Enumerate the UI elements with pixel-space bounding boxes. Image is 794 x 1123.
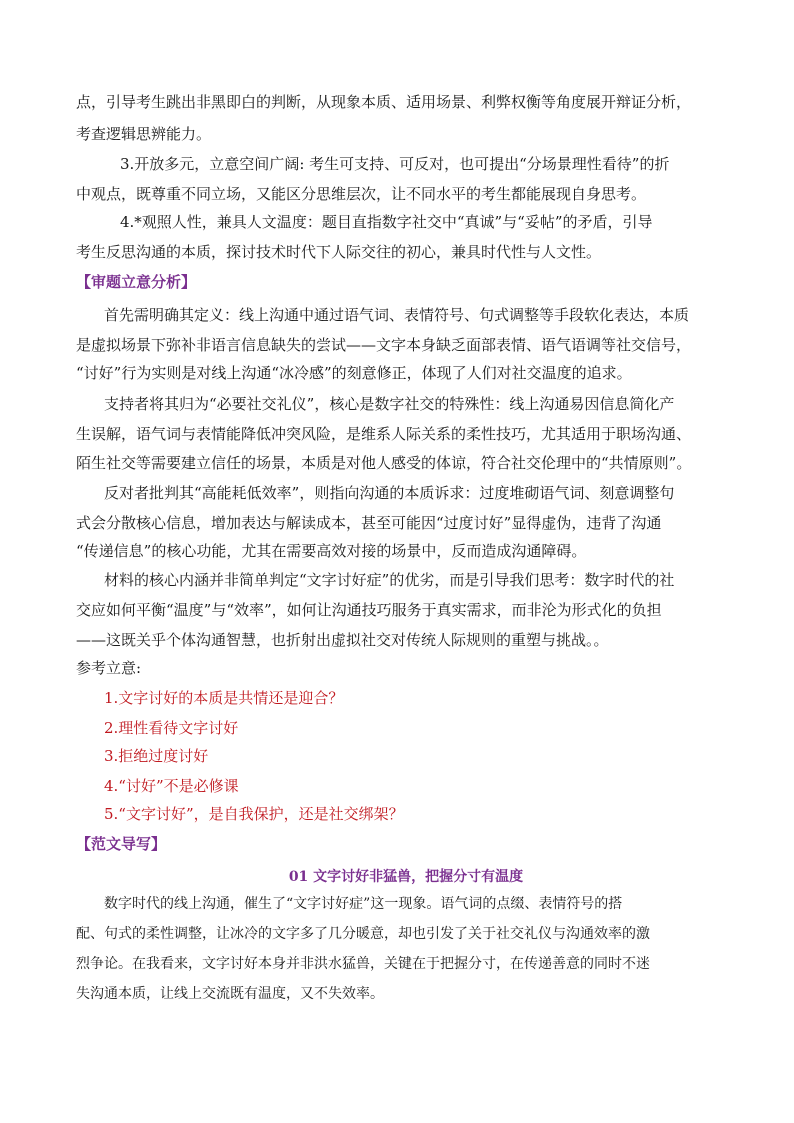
para4-line-2: 交应如何平衡“温度”与“效率”，如何让沟通技巧服务于真实需求，而非沦为形式化的负担 bbox=[76, 601, 662, 619]
para1-line-1: 首先需明确其定义：线上沟通中通过语气词、表情符号、句式调整等手段软化表达，本质 bbox=[104, 306, 690, 324]
essay-line-2: 配、句式的柔性调整，让冰冷的文字多了几分暖意，却也引发了关于社交礼仪与沟通效率的激 bbox=[76, 926, 650, 942]
para2-line-1: 支持者将其归为“必要社交礼仪”，核心是数字社交的特殊性：线上沟通易因信息简化产 bbox=[104, 395, 675, 413]
intro-line-1: 点，引导考生跳出非黑即白的判断，从现象本质、适用场景、利弊权衡等角度展开辩证分析， bbox=[76, 93, 692, 111]
point3-line-1: 3.开放多元，立意空间广阔: 考生可支持、可反对，也可提出“分场景理性看待”的折 bbox=[120, 155, 670, 173]
reference-item-2: 2.理性看待文字讨好 bbox=[104, 719, 239, 737]
essay-line-1: 数字时代的线上沟通，催生了“文字讨好症”这一现象。语气词的点缀、表情符号的搭 bbox=[104, 896, 623, 912]
para3-line-1: 反对者批判其“高能耗低效率”，则指向沟通的本质诉求：过度堆砌语气词、刻意调整句 bbox=[104, 484, 675, 502]
reference-item-5: 5.“文字讨好”，是自我保护，还是社交绑架？ bbox=[104, 805, 404, 823]
para3-line-2: 式会分散核心信息，增加表达与解读成本，甚至可能因“过度讨好”显得虚伪，违背了沟通 bbox=[76, 514, 662, 532]
para4-line-3: ——这既关乎个体沟通智慧，也折射出虚拟社交对传统人际规则的重塑与挑战。。 bbox=[76, 631, 609, 649]
point4-line-2: 考生反思沟通的本质，探讨技术时代下人际交往的初心，兼具时代性与人文性。 bbox=[76, 243, 602, 261]
para2-line-2: 生误解，语气词与表情能降低冲突风险，是维系人际关系的柔性技巧，尤其适用于职场沟通、 bbox=[76, 425, 692, 443]
section-title-model-essay: 【范文导写】 bbox=[76, 835, 167, 853]
intro-line-2: 考查逻辑思辨能力。 bbox=[76, 125, 212, 143]
reference-item-1: 1.文字讨好的本质是共情还是迎合？ bbox=[104, 689, 344, 707]
reference-item-3: 3.拒绝过度讨好 bbox=[104, 747, 209, 765]
reference-item-4: 4.“讨好”不是必修课 bbox=[104, 777, 239, 795]
essay-line-4: 失沟通本质，让线上交流既有温度，又不失效率。 bbox=[76, 986, 384, 1002]
para4-line-1: 材料的核心内涵并非简单判定“文字讨好症”的优劣，而是引导我们思考：数字时代的社 bbox=[104, 571, 675, 589]
essay-line-3: 烈争论。在我看来，文字讨好本身并非洪水猛兽，关键在于把握分寸，在传递善意的同时不迷 bbox=[76, 956, 650, 972]
para1-line-2: 是虚拟场景下弥补非语言信息缺失的尝试——文字本身缺乏面部表情、语气语调等社交信号， bbox=[76, 336, 692, 354]
section-title-analysis: 【审题立意分析】 bbox=[76, 273, 197, 291]
point3-line-2: 中观点，既尊重不同立场，又能区分思维层次，让不同水平的考生都能展现自身思考。 bbox=[76, 185, 647, 203]
point4-line-1: 4.*观照人性，兼具人文温度：题目直指数字社交中“真诚”与“妥帖”的矛盾，引导 bbox=[120, 213, 653, 231]
para2-line-3: 陌生社交等需要建立信任的场景，本质是对他人感受的体谅，符合社交伦理中的“共情原则”。 bbox=[76, 454, 692, 472]
essay-title: 01 文字讨好非猛兽，把握分寸有温度 bbox=[288, 869, 524, 885]
reference-label: 参考立意: bbox=[76, 659, 142, 677]
para3-line-3: “传递信息”的核心功能，尤其在需要高效对接的场景中，反而造成沟通障碍。 bbox=[76, 542, 587, 560]
para1-line-3: “讨好”行为实则是对线上沟通“冰冷感”的刻意修正，体现了人们对社交温度的追求。 bbox=[76, 364, 632, 382]
